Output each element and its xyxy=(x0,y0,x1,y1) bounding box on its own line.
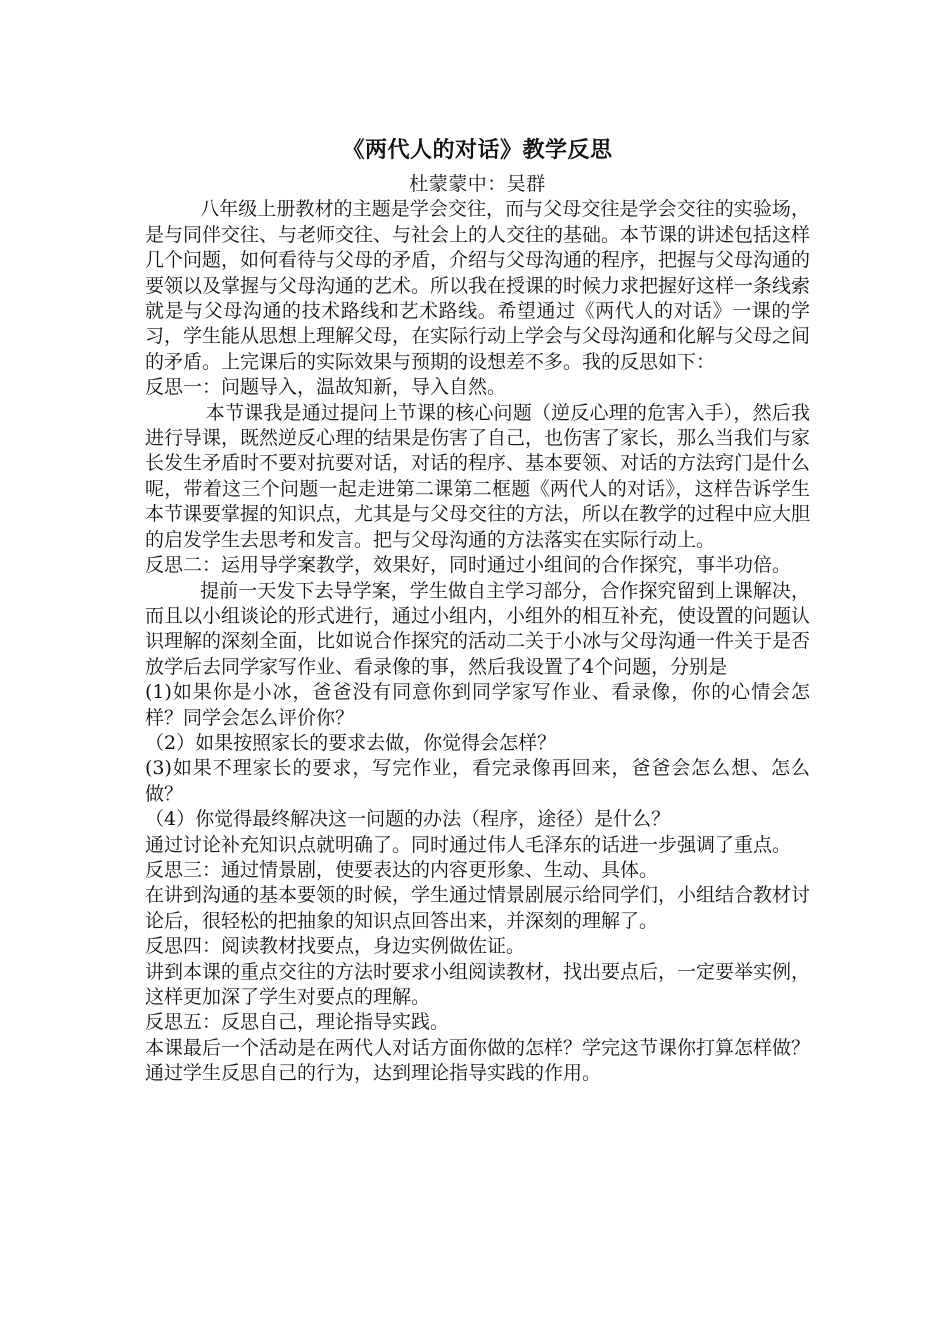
question-3: (3)如果不理家长的要求，写完作业，看完录像再回来，爸爸会怎么想、怎么做？ xyxy=(145,757,810,805)
question-2: （2）如果按照家长的要求去做，你觉得会怎样？ xyxy=(145,731,557,754)
document-body xyxy=(145,136,810,1087)
reflection-2-body: 提前一天发下去导学案，学生做自主学习部分，合作探究留到上课解决，而且以小组谈论的形式进行，通过小组内，小组外的相互补充，使设置的问题认识理解的深刻全面，比如说合作探究的活动二关于小冰与父母沟通一件关于是否放学后去同学家写作业、看录像的事，然后我设置了4个问题，分别是 xyxy=(145,579,811,678)
question-1: (1)如果你是小冰，爸爸没有同意你到同学家写作业、看录像，你的心情会怎样？同学会怎么评价你？ xyxy=(145,681,810,729)
question-4: （4）你觉得最终解决这一问题的办法（程序，途径）是什么？ xyxy=(145,808,671,831)
reflection-4-heading: 反思四：阅读教材找要点，身边实例做佐证。 xyxy=(145,935,526,958)
reflection-1-heading: 反思一：问题导入，温故知新，导入自然。 xyxy=(145,376,507,399)
reflection-3-heading: 反思三：通过情景剧，使要表达的内容更形象、生动、具体。 xyxy=(145,858,659,881)
document-title: 《两代人的对话》教学反思 xyxy=(342,138,613,163)
reflection-3-body: 在讲到沟通的基本要领的时候，学生通过情景剧展示给同学们，小组结合教材讨论后，很轻松的把抽象的知识点回答出来，并深刻的理解了。 xyxy=(145,884,811,932)
intro-paragraph: 八年级上册教材的主题是学会交往，而与父母交往是学会交往的实验场，是与同伴交往、与老师交往、与社会上的人交往的基础。本节课的讲述包括这样几个问题，如何看待与父母的矛盾，介绍与父母沟通的程序，把握与父母沟通的要领以及掌握与父母沟通的艺术。所以我在授课的时候力求把握好这样一条线索就是与父母沟通的技术路线和艺术路线。希望通过《两代人的对话》一课的学习，学生能从思想上理解父母，在实际行动上学会与父母沟通和化解与父母之间的矛盾。上完课后的实际效果与预期的设想差不多。我的反思如下： xyxy=(145,198,811,373)
reflection-4-body: 讲到本课的重点交往的方法时要求小组阅读教材，找出要点后，一定要举实例，这样更加深了学生对要点的理解。 xyxy=(145,960,811,1008)
reflection-2-conclusion: 通过讨论补充知识点就明确了。同时通过伟人毛泽东的话进一步强调了重点。 xyxy=(145,833,792,856)
reflection-1-body: 本节课我是通过提问上节课的核心问题（逆反心理的危害入手），然后我进行导课，既然逆反心理的结果是伤害了自己，也伤害了家长，那么当我们与家长发生矛盾时不要对抗要对话，对话的程序、基本要领、对话的方法窍门是什么呢，带着这三个问题一起走进第二课第二框题《两代人的对话》，这样告诉学生本节课要掌握的知识点，尤其是与父母交往的方法，所以在教学的过程中应大胆的启发学生去思考和发言。把与父母沟通的方法落实在实际行动上。 xyxy=(145,401,811,551)
document-author: 杜蒙蒙中：吴群 xyxy=(409,173,546,195)
reflection-2-heading: 反思二：运用导学案教学，效果好，同时通过小组间的合作探究，事半功倍。 xyxy=(145,554,792,577)
reflection-5-body: 本课最后一个活动是在两代人对话方面你做的怎样？学完这节课你打算怎样做？通过学生反思自己的行为，达到理论指导实践的作用。 xyxy=(145,1036,811,1085)
reflection-5-heading: 反思五：反思自己，理论指导实践。 xyxy=(145,1011,450,1034)
